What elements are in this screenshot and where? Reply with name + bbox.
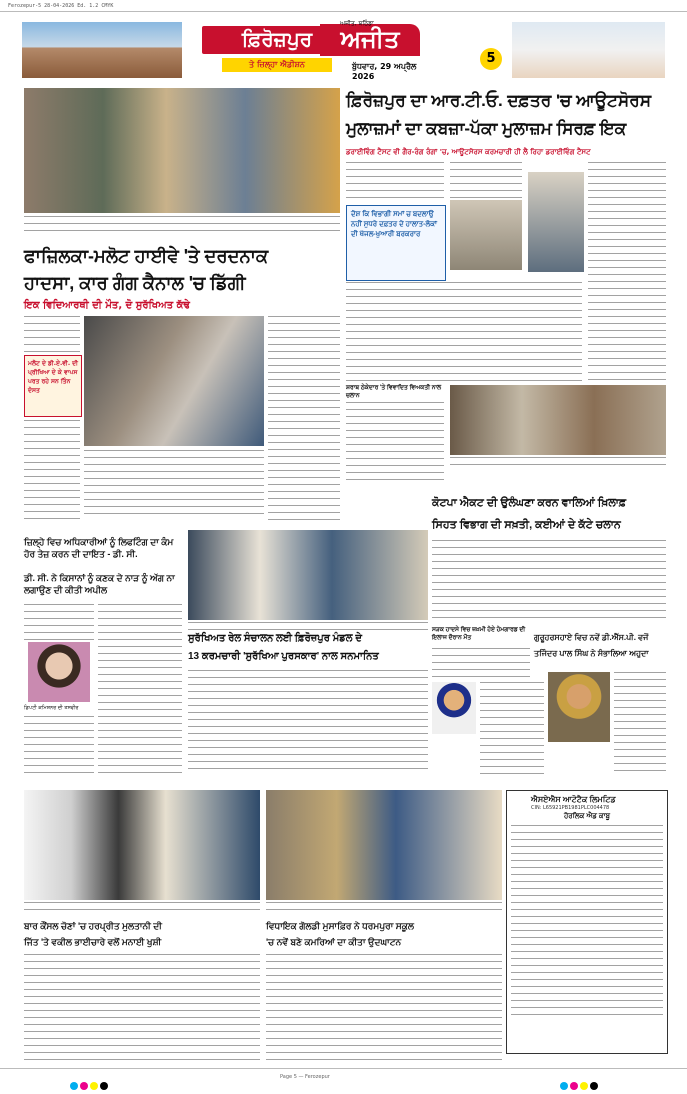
deputy-commissioner-photo bbox=[28, 642, 90, 702]
shop-item-body bbox=[346, 402, 444, 480]
page-number: 5 bbox=[480, 48, 502, 70]
rto-body-col2 bbox=[450, 162, 522, 198]
copta-headline-1: ਕੋਟਪਾ ਐਕਟ ਦੀ ਉਲੰਘਣਾ ਕਰਨ ਵਾਲਿਆਂ ਖ਼ਿਲਾਫ਼ bbox=[432, 497, 627, 509]
district-body-col1 bbox=[24, 604, 94, 640]
masthead-edition-tag: ਅਜੀਤ, ਬਠਿੰਡਾ bbox=[340, 20, 374, 27]
district-body-col1-bottom bbox=[24, 716, 94, 776]
school-inauguration-photo bbox=[266, 790, 502, 900]
school-headline-2: 'ਚ ਨਵੇਂ ਬਣੇ ਕਮਰਿਆਂ ਦਾ ਕੀਤਾ ਉਦਘਾਟਨ bbox=[266, 937, 402, 947]
sadak-headline: ਸੜਕ ਹਾਦਸੇ ਵਿਚ ਜ਼ਖ਼ਮੀ ਹੋਏ ਹੋਮਗਾਰਡ ਦੀ ਇਲਾਜ ਦੌਰਾਨ ਮੌਤ bbox=[432, 627, 526, 641]
cmyk-marks bbox=[70, 1075, 110, 1094]
rto-office-photo bbox=[450, 200, 522, 270]
print-footer bbox=[0, 1068, 687, 1090]
school-photo-caption bbox=[266, 902, 502, 916]
rail-headline-1: ਸੁਰੱਖਿਅਤ ਰੇਲ ਸੰਚਾਲਨ ਲਈ ਫ਼ਿਰੋਜ਼ਪੁਰ ਮੰਡਲ ਦੇ bbox=[188, 633, 362, 644]
masthead-date: ਬੁੱਧਵਾਰ, 29 ਅਪ੍ਰੈਲ 2026 bbox=[352, 62, 417, 81]
fazilka-body-col1 bbox=[24, 420, 80, 520]
copta-photo bbox=[450, 385, 666, 455]
district-headline: ਜ਼ਿਲ੍ਹੇ ਵਿਚ ਅਧਿਕਾਰੀਆਂ ਨੂੰ ਲਿਫਟਿੰਗ ਦਾ ਕੰਮ ਹੋਰ ਤੇਜ਼ ਕਰਨ ਦੀ ਦਾਇਤ - ਡੀ. ਸੀ. bbox=[24, 537, 174, 559]
rail-body bbox=[188, 670, 428, 774]
officer-portrait-1 bbox=[432, 682, 476, 734]
rto-body-col3 bbox=[588, 162, 666, 382]
masthead-subtitle: ਤੇ ਜ਼ਿਲ੍ਹਾ ਐਡੀਸ਼ਨ bbox=[222, 58, 332, 72]
masthead-left-photo bbox=[22, 22, 182, 78]
print-slug: Ferozepur-5 28-04-2026 Ed. 1.2 CMYK bbox=[0, 0, 687, 12]
fazilka-headline-2: ਹਾਦਸਾ, ਕਾਰ ਗੰਗ ਕੈਨਾਲ 'ਚ ਡਿੱਗੀ bbox=[24, 273, 246, 293]
bar-headline-1: ਬਾਰ ਕੌਂਸਲ ਚੋਣਾਂ 'ਚ ਹਰਪ੍ਰੀਤ ਮੁਲਤਾਨੀ ਦੀ bbox=[24, 921, 162, 931]
ad-company-name: ਐਸਏਐਸ ਆਟੋਟੈਕ ਲਿਮਟਿਡ bbox=[531, 795, 616, 804]
fazilka-subhead: ਇਕ ਵਿਦਿਆਰਥੀ ਦੀ ਮੌਤ, ਦੋ ਸੁਰੱਖਿਅਤ ਕੱਢੇ bbox=[24, 300, 190, 311]
rail-photo-caption bbox=[188, 622, 428, 630]
ad-cin: CIN: L65921PB1981PLC004478 bbox=[531, 805, 610, 811]
rto-headline-1: ਫ਼ਿਰੋਜ਼ਪੁਰ ਦਾ ਆਰ.ਟੀ.ਓ. ਦਫ਼ਤਰ 'ਚ ਆਊਟਸੋਰਸ bbox=[346, 91, 652, 110]
district-photo-caption: ਡਿਪਟੀ ਕਮਿਸ਼ਨਰ ਦੀ ਤਸਵੀਰ bbox=[24, 705, 79, 711]
shop-item-headline: ਸ਼ਰਾਬ ਠੇਕੇਦਾਰ 'ਤੇ ਵਿਵਾਦਿਤ ਵਿਅਕਤੀ ਨਾਲ ਚਲਾਨ bbox=[346, 385, 442, 399]
copta-body bbox=[432, 540, 666, 620]
gurusar-headline-2: ਤਜਿੰਦਰ ਪਾਲ ਸਿੰਘ ਨੇ ਸੰਭਾਲਿਆ ਅਹੁਦਾ bbox=[534, 649, 649, 658]
ad-table bbox=[511, 825, 663, 1021]
fazilka-callout: ਮਲੋਟ ਦੇ ਡੀ.ਏ.ਵੀ. ਦੀ ਪ੍ਰੀਖਿਆ ਦੇ ਕੇ ਵਾਪਸ ਪਰਤ ਰਹੇ ਸਨ ਤਿੰਨ ਦੋਸਤ bbox=[28, 360, 78, 394]
rto-callout: ਦੋਸ਼ ਕਿ ਵਿਭਾਗੀ ਸਮਾਂ ਚ ਬਦਲਾਉ ਨਹੀਂ ਸੁਧਰੇ ਦਫ਼ਤਰ ਦੇ ਹਾਲਾਤ-ਲੋਕਾਂ ਦੀ ਖੱਜਲ-ਖੁਆਰੀ ਬਰਕਰਾਰ bbox=[351, 211, 437, 238]
sadak-body bbox=[432, 648, 530, 678]
masthead-right-photo bbox=[512, 22, 665, 78]
gurusar-body-col2 bbox=[614, 672, 666, 776]
rto-body-bottom bbox=[346, 282, 582, 382]
fazilka-body-col1-top bbox=[24, 316, 80, 352]
gurusar-body-col1 bbox=[480, 682, 544, 774]
masthead-city: ਫ਼ਿਰੋਜ਼ਪੁਰ bbox=[202, 26, 352, 54]
demolition-photo bbox=[24, 88, 340, 213]
rto-body-col1 bbox=[346, 162, 444, 202]
company-ad bbox=[506, 790, 668, 1054]
gurusar-headline-1: ਗੁਰੂਹਰਸਹਾਏ ਵਿਚ ਨਵੇਂ ਡੀ.ਐੱਸ.ਪੀ. ਵਜੋਂ bbox=[534, 633, 649, 642]
cmyk-marks-right bbox=[560, 1075, 600, 1094]
district-body-col2 bbox=[98, 604, 182, 776]
footer-slug: Page 5 — Ferozepur bbox=[280, 1074, 330, 1080]
masthead bbox=[22, 22, 665, 84]
rto-subhead: ਡਰਾਈਵਿੰਗ ਟੈਸਟ ਵੀ ਗੈਰ-ਰੰਗ ਰੰਗਾਂ 'ਚ, ਆਊਟਸੋਰਸ ਕਰਮਚਾਰੀ ਹੀ ਲੈ ਰਿਹਾ ਡਰਾਈਵਿੰਗ ਟੈਸਟ bbox=[346, 148, 591, 156]
demolition-photo-caption bbox=[24, 216, 340, 232]
bar-headline-2: ਜਿੱਤ 'ਤੇ ਵਕੀਲ ਭਾਈਚਾਰੇ ਵਲੋਂ ਮਨਾਈ ਖੁਸ਼ੀ bbox=[24, 937, 162, 947]
school-body bbox=[266, 954, 502, 1062]
district-headline-b: ਡੀ. ਸੀ. ਨੇ ਕਿਸਾਨਾਂ ਨੂੰ ਕਣਕ ਦੇ ਨਾੜ ਨੂੰ ਅੱਗ ਨਾ ਲਗਾਉਣ ਦੀ ਕੀਤੀ ਅਪੀਲ bbox=[24, 573, 175, 595]
rail-headline-2: 13 ਕਰਮਚਾਰੀ 'ਸੁਰੱਖਿਆ ਪੁਰਸਕਾਰ' ਨਾਲ ਸਨਮਾਨਿਤ bbox=[188, 651, 379, 662]
rto-headline-2: ਮੁਲਾਜ਼ਮਾਂ ਦਾ ਕਬਜ਼ਾ-ਪੱਕਾ ਮੁਲਾਜ਼ਮ ਸਿਰਫ਼ ਇਕ bbox=[346, 119, 627, 138]
fazilka-headline-1: ਫਾਜ਼ਿਲਕਾ-ਮਲੋਟ ਹਾਈਵੇ 'ਤੇ ਦਰਦਨਾਕ bbox=[24, 246, 269, 266]
fazilka-body-col3 bbox=[268, 316, 340, 520]
bar-body bbox=[24, 954, 260, 1062]
rail-award-photo bbox=[188, 530, 428, 620]
dsp-portrait bbox=[548, 672, 610, 742]
bar-photo-caption bbox=[24, 902, 260, 916]
fazilka-body-col2 bbox=[84, 450, 264, 520]
copta-photo-caption bbox=[450, 457, 666, 471]
school-headline-1: ਵਿਧਾਇਕ ਗੋਲਡੀ ਮੁਸਾਫ਼ਿਰ ਨੇ ਧਰਮਪੁਰਾ ਸਕੂਲ bbox=[266, 921, 414, 931]
bar-council-photo bbox=[24, 790, 260, 900]
rto-computer-photo bbox=[528, 172, 584, 272]
rto-callout-box bbox=[346, 205, 446, 281]
ad-notice-title: ਹੋਰਲਿਕ ਐਡ ਕਾਬੂ bbox=[564, 813, 610, 820]
copta-headline-2: ਸਿਹਤ ਵਿਭਾਗ ਦੀ ਸਖ਼ਤੀ, ਕਈਆਂ ਦੇ ਕੱਟੇ ਚਲਾਨ bbox=[432, 519, 621, 531]
accident-photo bbox=[84, 316, 264, 446]
masthead-title-block bbox=[202, 22, 432, 82]
fazilka-callout-box bbox=[24, 355, 82, 417]
masthead-brand: ਅਜੀਤ bbox=[320, 24, 420, 56]
